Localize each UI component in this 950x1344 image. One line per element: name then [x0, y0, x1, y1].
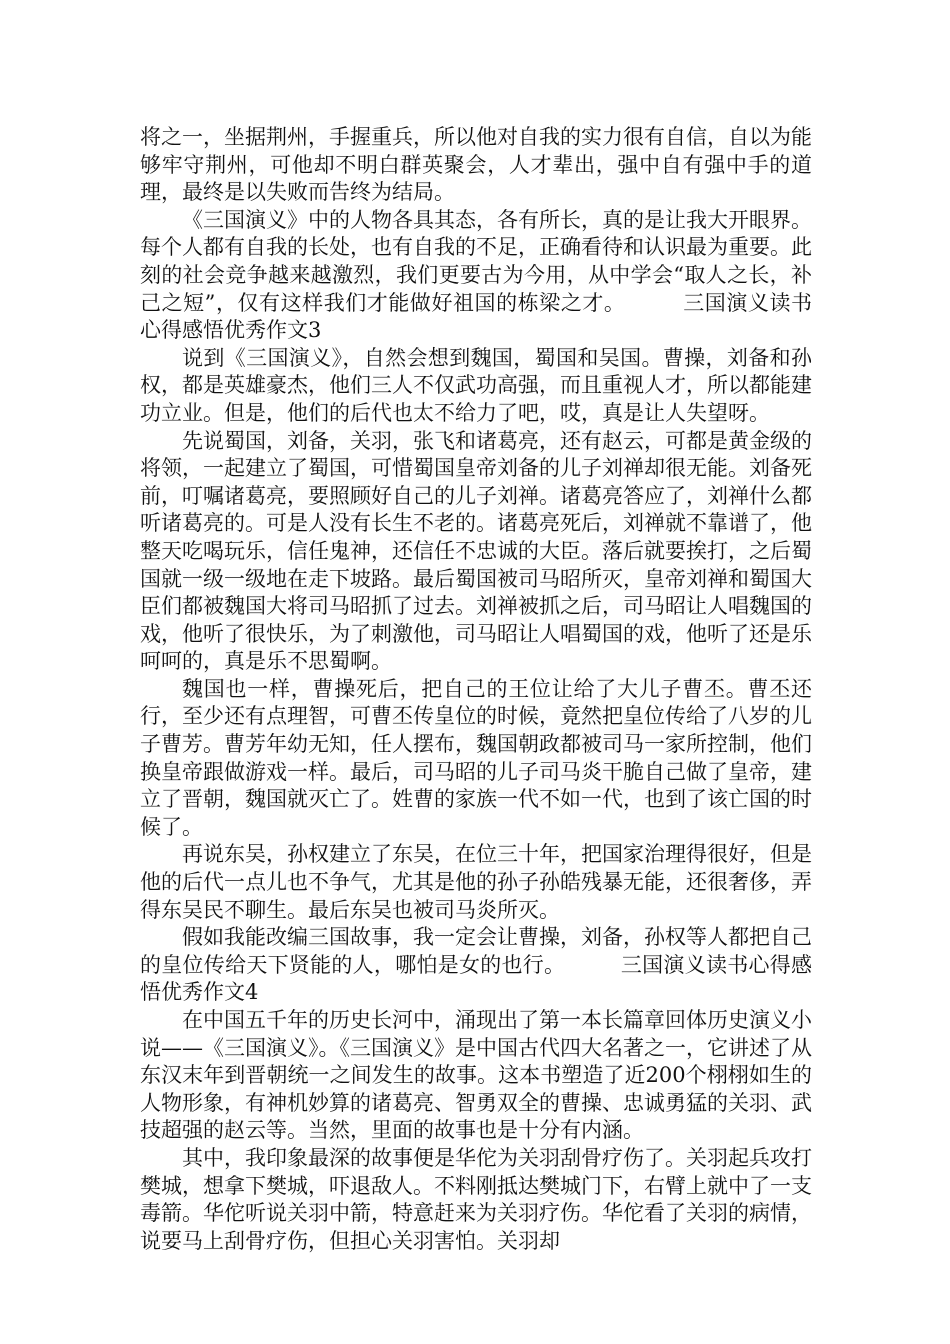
- section-heading-3: 三国演义读书心得感悟优秀作文3: [140, 290, 813, 343]
- paragraph-text: 其中，我印象最深的故事便是华佗为关羽刮骨疗伤了。关羽起兵攻打樊城，想拿下樊城，吓退敌人。不料刚抵达樊城门下，右臂上就中了一支毒箭。华佗听说关羽中箭，特意赶来为关羽疗伤。华佗看了关羽的病情，说要马上刮骨疗伤，但担心关羽害怕。关羽却: [140, 1145, 812, 1253]
- paragraph-6: [140, 841, 812, 924]
- paragraph-text: 《三国演义》中的人物各具其态，各有所长，真的是让我大开眼界。每个人都有自我的长处，也有自我的不足，正确看待和认识最为重要。此刻的社会竞争越来越激烈，我们更要古为今用，从中学会“取人之长，补己之短”，仅有这样我们才能做好祖国的栋梁之才。: [140, 207, 812, 315]
- paragraph-5: [140, 676, 812, 842]
- paragraph-1: [140, 124, 812, 207]
- paragraph-text: 在中国五千年的历史长河中，涌现出了第一本长篇章回体历史演义小说——《三国演义》。《三国演义》是中国古代四大名著之一，它讲述了从东汉末年到晋朝统一之间发生的故事。这本书塑造了近200个栩栩如生的人物形象，有神机妙算的诸葛亮、智勇双全的曹操、忠诚勇猛的关羽、武技超强的赵云等。当然，里面的故事也是十分有内涵。: [140, 1008, 812, 1143]
- paragraph-text: 魏国也一样，曹操死后，把自己的王位让给了大儿子曹丕。曹丕还行，至少还有点理智，可曹丕传皇位的时候，竟然把皇位传给了八岁的儿子曹芳。曹芳年幼无知，任人摆布，魏国朝政都被司马一家所控制，他们换皇帝跟做游戏一样。最后，司马昭的儿子司马炎干脆自己做了皇帝，建立了晋朝，魏国就灭亡了。姓曹的家族一代不如一代，也到了该亡国的时候了。: [140, 676, 812, 839]
- paragraph-text: 先说蜀国，刘备，关羽，张飞和诸葛亮，还有赵云，可都是黄金级的将领，一起建立了蜀国，可惜蜀国皇帝刘备的儿子刘禅却很无能。刘备死前，叮嘱诸葛亮，要照顾好自己的儿子刘禅。诸葛亮答应了，刘禅什么都听诸葛亮的。可是人没有长生不老的。诸葛亮死后，刘禅就不靠谱了，他整天吃喝玩乐，信任鬼神，还信任不忠诚的大臣。落后就要挨打，之后蜀国就一级一级地在走下坡路。最后蜀国被司马昭所灭，皇帝刘禅和蜀国大臣们都被魏国大将司马昭抓了过去。刘禅被抓之后，司马昭让人唱魏国的戏，他听了很快乐，为了刺激他，司马昭让人唱蜀国的戏，他听了还是乐呵呵的，真是乐不思蜀啊。: [140, 428, 812, 674]
- section-heading-4: 三国演义读书心得感悟优秀作文4: [140, 952, 813, 1005]
- paragraph-4: [140, 428, 812, 676]
- paragraph-3: [140, 345, 812, 428]
- paragraph-text: 再说东吴，孙权建立了东吴，在位三十年，把国家治理得很好，但是他的后代一点儿也不争气，尤其是他的孙子孙皓残暴无能，还很奢侈，弄得东吴民不聊生。最后东吴也被司马炎所灭。: [140, 842, 812, 922]
- paragraph-7: [140, 924, 812, 1007]
- paragraph-text: 将之一，坐据荆州，手握重兵，所以他对自我的实力很有自信，自以为能够牢守荆州，可他却不明白群英聚会，人才辈出，强中自有强中手的道理，最终是以失败而告终为结局。: [140, 125, 812, 205]
- paragraph-9: [140, 1145, 812, 1255]
- paragraph-8: [140, 1007, 812, 1145]
- paragraph-text: 假如我能改编三国故事，我一定会让曹操，刘备，孙权等人都把自己的皇位传给天下贤能的人，哪怕是女的也行。: [140, 925, 812, 977]
- paragraph-2: [140, 207, 812, 345]
- paragraph-text: 说到《三国演义》，自然会想到魏国，蜀国和吴国。曹操，刘备和孙权，都是英雄豪杰，他们三人不仅武功高强，而且重视人才，所以都能建功立业。但是，他们的后代也太不给力了吧，哎，真是让人失望呀。: [140, 345, 812, 425]
- document-body: [140, 124, 812, 1255]
